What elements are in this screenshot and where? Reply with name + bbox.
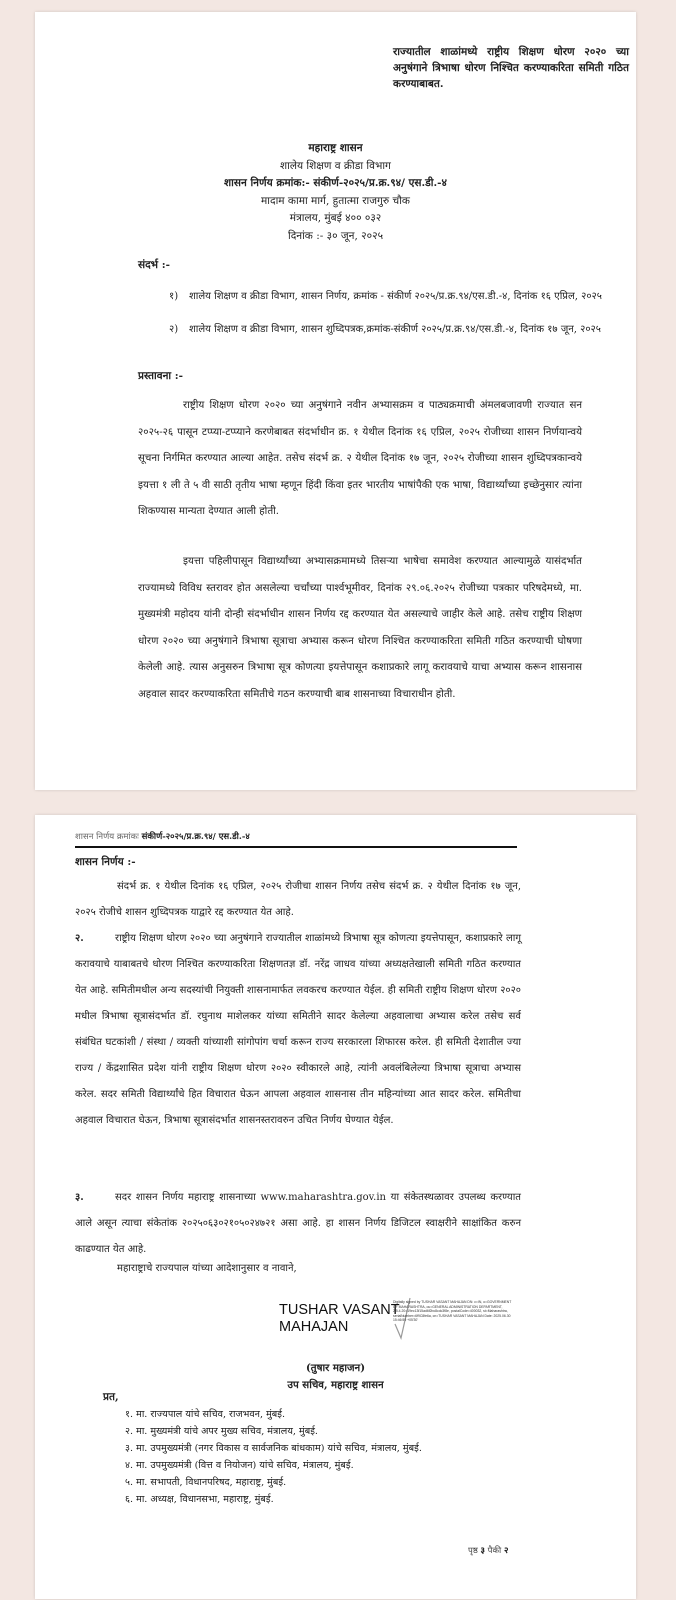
page-label: पृष्ठ xyxy=(468,1546,478,1556)
reference-item xyxy=(169,289,612,305)
gr-number: शासन निर्णय क्रमांक:- संकीर्ण-२०२५/प्र.क्र.९४/ एस.डी.-४ xyxy=(224,177,447,189)
signature-name-line-2: MAHAJAN xyxy=(279,1319,349,1335)
reference-number: १) xyxy=(169,291,179,302)
running-header xyxy=(75,831,517,848)
paragraph-number: ३. xyxy=(75,1192,84,1203)
decision-paragraph-3 xyxy=(75,1185,521,1263)
copy-item: २. मा. मुख्यमंत्री यांचे अपर मुख्य सचिव, मंत्रालय, मुंबई. xyxy=(125,1426,318,1437)
decision-heading: शासन निर्णय :- xyxy=(75,856,136,868)
copy-item: ३. मा. उपमुख्यमंत्री (नगर विकास व सार्वजनिक बांधकाम) यांचे सचिव, मंत्रालय, मुंबई. xyxy=(125,1443,422,1454)
copy-item: १. मा. राज्यपाल यांचे सचिव, राजभवन, मुंबई. xyxy=(125,1409,286,1420)
decision-paragraph-1: संदर्भ क्र. १ येथील दिनांक १६ एप्रिल, २०२५ रोजीचा शासन निर्णय तसेच संदर्भ क्र. २ येथील दिनांक १७ जून, २०२५ रोजीचे शासन शुध्दिपत्रक याद्वारे रद्द करण्यात येत आहे. xyxy=(75,881,521,918)
reference-text: शालेय शिक्षण व क्रीडा विभाग, शासन निर्णय, क्रमांक - संकीर्ण २०२५/प्र.क्र.९४/एस.डी.-४, दिनांक १६ एप्रिल, २०२५ xyxy=(189,291,602,302)
subject-text: राज्यातील शाळांमध्ये राष्ट्रीय शिक्षण धोरण २०२० च्या अनुषंगाने त्रिभाषा धोरण निश्चित करण्याकरिता समिती गठित करण्याबाबत. xyxy=(393,46,629,90)
paragraph-text: सदर शासन निर्णय महाराष्ट्र शासनाच्या www.maharashtra.gov.in या संकेतस्थळावर उपलब्ध करण्यात आले असून त्याचा संकेतांक २०२५०६३०२१०५०२४७२१ असा आहे. हा शासन निर्णय डिजिटल स्वाक्षरीने साक्षांकित करुन काढण्यात येत आहे. xyxy=(75,1192,521,1255)
page-of-label: पैकी xyxy=(487,1546,502,1556)
letterhead xyxy=(35,140,636,245)
copy-item: ५. मा. सभापती, विधानपरिषद, महाराष्ट्र, मुंबई. xyxy=(125,1477,287,1488)
total-pages: २ xyxy=(503,1546,509,1556)
current-page: ३ xyxy=(480,1546,485,1556)
signature-name-line-1: TUSHAR VASANT xyxy=(279,1302,400,1318)
paragraph-text: राष्ट्रीय शिक्षण धोरण २०२० च्या अनुषंगाने राज्यातील शाळांमध्ये त्रिभाषा सूत्र कोणत्या इयत्तेपासून, कशाप्रकारे लागू करावयाचे याबाबतचे धोरण निश्चित करण्याकरिता शिक्षणतज्ञ डॉ. नरेंद्र जाधव यांच्या अध्यक्षतेखाली समिती गठित करण्यात येत आहे. समितीमधील अन्य सदस्यांची नियुक्ती शासनामार्फत लवकरच करण्यात येईल. ही समिती राष्ट्रीय शिक्षण धोरण २०२० मधील त्रिभाषा सूत्रासंदर्भात डॉ. रघुनाथ माशेलकर यांच्या समितीने सादर केलेल्या अहवालाचा अभ्यास करेल तसेच सर्व संबंधित घटकांशी / संस्था / व्यक्ती यांच्याशी सांगोपांग चर्चा करून राज्य सरकारला शिफारस करेल. ही समिती देशातील ज्या राज्य / केंद्रशासित प्रदेश यांनी राष्ट्रीय शिक्षण धोरण २०२० स्वीकारले आहे, त्यांनी अवलंबिलेल्या त्रिभाषा सूत्राचा अभ्यास करेल. सदर समिती विद्यार्थ्यांचे हित विचारात घेऊन आपला अहवाल शासनास तीन महिन्यांच्या आत सादर करेल. समितीचा अहवाल विचारात घेऊन, त्रिभाषा सूत्रासंदर्भात शासनस्तरावरुन उचित निर्णय घेण्यात येईल. xyxy=(75,933,521,1126)
digital-signature xyxy=(273,1294,513,1356)
reference-text: शालेय शिक्षण व क्रीडा विभाग, शासन शुध्दिपत्रक,क्रमांक-संकीर्ण २०२५/प्र.क्र.९४/एस.डी.-४, दिनांक १७ जून, २०२५ xyxy=(189,324,601,335)
copy-to-list xyxy=(125,1406,525,1508)
signature-name xyxy=(279,1302,400,1336)
copy-item: ४. मा. उपमुख्यमंत्री (वित्त व नियोजन) यांचे सचिव, मंत्रालय, मुंबई. xyxy=(125,1460,354,1471)
signature-details: Digitally signed by TUSHAR VASANT MAHAJAN DN: c=IN, o=GOVERNMENT OF MAHARASHTRA, ou=GENERAL ADMINISTRATION DEPARTMENT, 2.5.4.20=19ec13f15ad6f2bc8cdc3f8e, postalCode=400032, st=Maharashtra, serialNumber=6f9C8fe6a, cn=TUSHAR VASANT MAHAJAN Date: 2025.06.30 15:46:59 +05'30' xyxy=(393,1300,512,1323)
document-date: दिनांक :- ३० जून, २०२५ xyxy=(287,229,384,242)
reference-number: २) xyxy=(169,324,179,335)
references-heading: संदर्भ :- xyxy=(138,259,170,271)
closing-line: महाराष्ट्राचे राज्यपाल यांच्या आदेशानुसार व नावाने, xyxy=(117,1263,297,1274)
document-page-2 xyxy=(35,815,636,1599)
govt-name: महाराष्ट्र शासन xyxy=(308,142,363,154)
copy-to-heading: प्रत, xyxy=(103,1391,119,1403)
preamble-heading: प्रस्तावना :- xyxy=(138,370,184,382)
reference-item xyxy=(169,322,612,338)
page-number xyxy=(468,1545,508,1556)
preamble-paragraph-2: इयत्ता पहिलीपासून विद्यार्थ्यांच्या अभ्यासक्रमामध्ये तिसऱ्या भाषेचा समावेश करण्यात आल्यामुळे यासंदर्भात राज्यामध्ये विविध स्तरावर होत असलेल्या चर्चांच्या पार्श्वभूमीवर, दिनांक २९.०६.२०२५ रोजीच्या पत्रकार परिषदेमध्ये, मा. मुख्यमंत्री महोदय यांनी दोन्ही संदर्भाधीन शासन निर्णय रद्द करण्यात येत असल्याचे जाहीर केले आहे. तसेच राष्ट्रीय शिक्षण धोरण २०२० च्या अनुषंगाने त्रिभाषा सूत्राचा अभ्यास करून धोरण निश्चित करण्याकरिता समिती गठित करण्याची घोषणा केलेली आहे. त्यास अनुसरुन त्रिभाषा सूत्र कोणत्या इयत्तेपासून कशाप्रकारे लागू करावयाचे याचा अभ्यास करून शासनास अहवाल सादर करण्याकरिता समितीचे गठन करण्याची बाब शासनाच्या विचाराधीन होती. xyxy=(138,556,582,700)
address-line-2: मंत्रालय, मुंबई ४०० ०३२ xyxy=(289,212,382,224)
signatory-name: (तुषार महाजन) xyxy=(305,1362,366,1374)
preamble-paragraph-1: राष्ट्रीय शिक्षण धोरण २०२० च्या अनुषंगाने नवीन अभ्यासक्रम व पाठ्यक्रमाची अंमलबजावणी राज्यात सन २०२५-२६ पासून टप्प्या-टप्प्याने करणेबाबत संदर्भाधीन क्र. १ येथील दिनांक १६ एप्रिल, २०२५ रोजीच्या शासन निर्णयान्वये सूचना निर्गमित करण्यात आल्या आहेत. तसेच संदर्भ क्र. २ येथील दिनांक १७ जून, २०२५ रोजीच्या शासन शुध्दिपत्रकान्वये इयत्ता १ ली ते ५ वी साठी तृतीय भाषा म्हणून हिंदी किंवा इतर भारतीय भाषांपैकी एक भाषा, विद्यार्थ्यांच्या इच्छेनुसार त्यांना शिकण्यास मान्यता देण्यात आली होती. xyxy=(138,400,582,517)
document-page-1 xyxy=(35,12,636,790)
address-line-1: मादाम कामा मार्ग, हुतात्मा राजगुरु चौक xyxy=(261,194,410,207)
signatory-title: उप सचिव, महाराष्ट्र शासन xyxy=(287,1379,384,1391)
decision-paragraph-2 xyxy=(75,926,521,1134)
paragraph-number: २. xyxy=(75,933,84,944)
running-header-code: संकीर्ण-२०२५/प्र.क्र.९४/ एस.डी.-४ xyxy=(141,832,250,842)
copy-item: ६. मा. अध्यक्ष, विधानसभा, महाराष्ट्र, मुंबई. xyxy=(125,1494,274,1505)
running-header-prefix: शासन निर्णय क्रमांकः xyxy=(75,832,139,842)
department-name: शालेय शिक्षण व क्रीडा विभाग xyxy=(280,159,391,172)
